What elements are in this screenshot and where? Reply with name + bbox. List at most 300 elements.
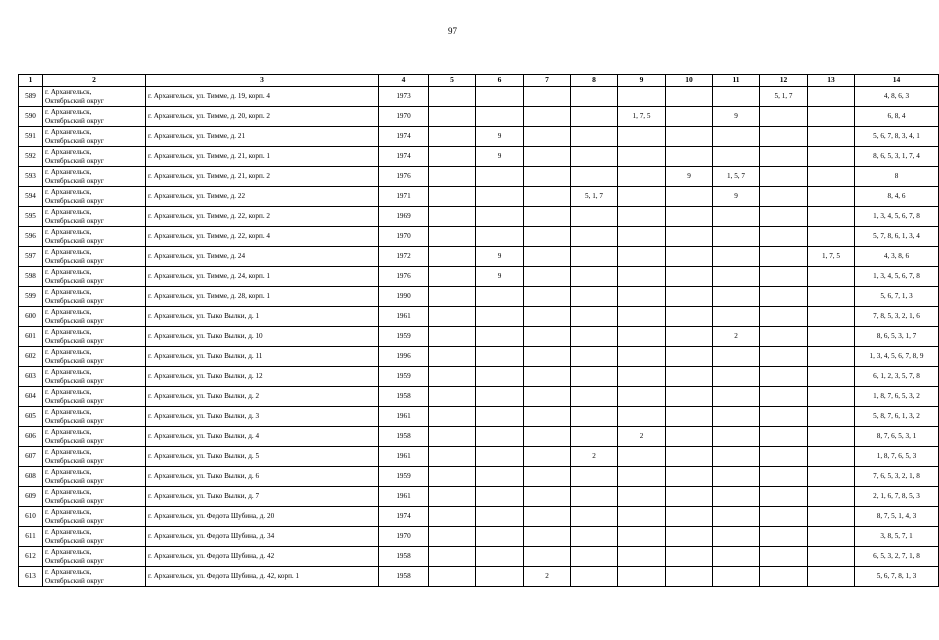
col12-cell <box>760 547 808 567</box>
col11-cell <box>713 507 760 527</box>
col7-cell <box>524 507 571 527</box>
col5-cell <box>429 87 476 107</box>
table-row <box>19 307 939 327</box>
year-cell: 1970 <box>379 227 429 247</box>
col14-cell: 8, 7, 6, 5, 3, 1 <box>855 427 939 447</box>
address-cell: г. Архангельск, ул. Тимме, д. 28, корп. 1 <box>146 287 379 307</box>
col8-cell <box>571 207 618 227</box>
col11-cell: 9 <box>713 107 760 127</box>
col12-cell <box>760 307 808 327</box>
col7-cell <box>524 207 571 227</box>
col7-cell <box>524 247 571 267</box>
col12-cell <box>760 507 808 527</box>
col14-cell: 5, 6, 7, 1, 3 <box>855 287 939 307</box>
year-cell: 1971 <box>379 187 429 207</box>
district-cell: г. Архангельск, Октябрьский округ <box>43 247 146 267</box>
row-number: 600 <box>19 307 43 327</box>
year-cell: 1990 <box>379 287 429 307</box>
row-number: 607 <box>19 447 43 467</box>
col11-cell <box>713 87 760 107</box>
district-cell: г. Архангельск, Октябрьский округ <box>43 207 146 227</box>
col9-cell <box>618 207 666 227</box>
col13-cell <box>808 287 855 307</box>
page-number: 97 <box>448 26 457 36</box>
col7-cell <box>524 87 571 107</box>
col13-cell <box>808 347 855 367</box>
col13-cell <box>808 407 855 427</box>
row-number: 608 <box>19 467 43 487</box>
col12-cell <box>760 347 808 367</box>
table-row <box>19 407 939 427</box>
col6-cell <box>476 307 524 327</box>
col9-cell <box>618 567 666 587</box>
table-row <box>19 447 939 467</box>
col10-cell <box>666 127 713 147</box>
col9-cell <box>618 527 666 547</box>
col12-cell <box>760 127 808 147</box>
col14-cell: 5, 6, 7, 8, 3, 4, 1 <box>855 127 939 147</box>
col11-cell <box>713 427 760 447</box>
column-header-3: 3 <box>146 75 379 87</box>
table-row <box>19 567 939 587</box>
col11-cell <box>713 347 760 367</box>
col13-cell <box>808 427 855 447</box>
address-cell: г. Архангельск, ул. Федота Шубина, д. 42 <box>146 547 379 567</box>
col10-cell <box>666 207 713 227</box>
col8-cell <box>571 327 618 347</box>
column-header-1: 1 <box>19 75 43 87</box>
col13-cell <box>808 267 855 287</box>
col8-cell <box>571 247 618 267</box>
col6-cell <box>476 547 524 567</box>
col8-cell <box>571 427 618 447</box>
col11-cell <box>713 447 760 467</box>
col14-cell: 1, 3, 4, 5, 6, 7, 8, 9 <box>855 347 939 367</box>
col12-cell <box>760 327 808 347</box>
year-cell: 1961 <box>379 447 429 467</box>
district-cell: г. Архангельск, Октябрьский округ <box>43 547 146 567</box>
district-cell: г. Архангельск, Октябрьский округ <box>43 267 146 287</box>
col6-cell <box>476 467 524 487</box>
col11-cell <box>713 387 760 407</box>
year-cell: 1961 <box>379 307 429 327</box>
year-cell: 1976 <box>379 167 429 187</box>
col6-cell: 9 <box>476 127 524 147</box>
col7-cell <box>524 427 571 447</box>
table-row <box>19 347 939 367</box>
col10-cell <box>666 567 713 587</box>
col7-cell <box>524 287 571 307</box>
col8-cell <box>571 507 618 527</box>
col11-cell <box>713 407 760 427</box>
col13-cell <box>808 227 855 247</box>
row-number: 605 <box>19 407 43 427</box>
col12-cell <box>760 427 808 447</box>
address-cell: г. Архангельск, ул. Тимме, д. 21, корп. 1 <box>146 147 379 167</box>
col6-cell: 9 <box>476 267 524 287</box>
table-row <box>19 427 939 447</box>
col11-cell <box>713 247 760 267</box>
col8-cell <box>571 227 618 247</box>
row-number: 590 <box>19 107 43 127</box>
col11-cell <box>713 127 760 147</box>
table-row <box>19 107 939 127</box>
col5-cell <box>429 267 476 287</box>
year-cell: 1969 <box>379 207 429 227</box>
table-row <box>19 527 939 547</box>
address-cell: г. Архангельск, ул. Тыко Вылки, д. 7 <box>146 487 379 507</box>
col5-cell <box>429 547 476 567</box>
table-row <box>19 327 939 347</box>
row-number: 595 <box>19 207 43 227</box>
row-number: 610 <box>19 507 43 527</box>
col7-cell <box>524 407 571 427</box>
col10-cell <box>666 407 713 427</box>
column-header-2: 2 <box>43 75 146 87</box>
col8-cell <box>571 267 618 287</box>
col6-cell <box>476 327 524 347</box>
address-cell: г. Архангельск, ул. Тимме, д. 22, корп. 2 <box>146 207 379 227</box>
year-cell: 1959 <box>379 327 429 347</box>
col5-cell <box>429 247 476 267</box>
col5-cell <box>429 427 476 447</box>
col9-cell: 1, 7, 5 <box>618 107 666 127</box>
col7-cell <box>524 547 571 567</box>
col13-cell <box>808 567 855 587</box>
col8-cell <box>571 467 618 487</box>
col6-cell <box>476 207 524 227</box>
col6-cell <box>476 487 524 507</box>
col8-cell <box>571 387 618 407</box>
col11-cell: 1, 5, 7 <box>713 167 760 187</box>
col12-cell <box>760 287 808 307</box>
row-number: 601 <box>19 327 43 347</box>
table-row <box>19 247 939 267</box>
col5-cell <box>429 167 476 187</box>
district-cell: г. Архангельск, Октябрьский округ <box>43 107 146 127</box>
col14-cell: 1, 8, 7, 6, 5, 3, 2 <box>855 387 939 407</box>
col6-cell <box>476 167 524 187</box>
table-row <box>19 267 939 287</box>
column-header-10: 10 <box>666 75 713 87</box>
col8-cell: 2 <box>571 447 618 467</box>
col8-cell <box>571 487 618 507</box>
year-cell: 1958 <box>379 427 429 447</box>
header-row <box>19 75 939 87</box>
column-header-4: 4 <box>379 75 429 87</box>
col7-cell <box>524 467 571 487</box>
col13-cell <box>808 467 855 487</box>
address-cell: г. Архангельск, ул. Тыко Вылки, д. 10 <box>146 327 379 347</box>
col14-cell: 6, 1, 2, 3, 5, 7, 8 <box>855 367 939 387</box>
register-table <box>18 74 939 587</box>
col6-cell <box>476 107 524 127</box>
col10-cell <box>666 107 713 127</box>
col7-cell <box>524 107 571 127</box>
col12-cell <box>760 267 808 287</box>
table-row <box>19 127 939 147</box>
col5-cell <box>429 367 476 387</box>
col9-cell <box>618 147 666 167</box>
col9-cell <box>618 407 666 427</box>
col14-cell: 2, 1, 6, 7, 8, 5, 3 <box>855 487 939 507</box>
row-number: 613 <box>19 567 43 587</box>
year-cell: 1959 <box>379 367 429 387</box>
row-number: 593 <box>19 167 43 187</box>
col12-cell <box>760 407 808 427</box>
col11-cell <box>713 307 760 327</box>
col5-cell <box>429 387 476 407</box>
table-row <box>19 387 939 407</box>
col14-cell: 8, 7, 5, 1, 4, 3 <box>855 507 939 527</box>
year-cell: 1958 <box>379 567 429 587</box>
col6-cell <box>476 567 524 587</box>
address-cell: г. Архангельск, ул. Тыко Вылки, д. 2 <box>146 387 379 407</box>
col11-cell <box>713 367 760 387</box>
column-header-8: 8 <box>571 75 618 87</box>
col5-cell <box>429 507 476 527</box>
district-cell: г. Архангельск, Октябрьский округ <box>43 427 146 447</box>
col6-cell <box>476 367 524 387</box>
row-number: 606 <box>19 427 43 447</box>
col9-cell <box>618 487 666 507</box>
col14-cell: 8, 6, 5, 3, 1, 7, 4 <box>855 147 939 167</box>
col12-cell <box>760 387 808 407</box>
district-cell: г. Архангельск, Октябрьский округ <box>43 387 146 407</box>
year-cell: 1974 <box>379 507 429 527</box>
col11-cell: 9 <box>713 187 760 207</box>
district-cell: г. Архангельск, Октябрьский округ <box>43 347 146 367</box>
row-number: 589 <box>19 87 43 107</box>
col7-cell <box>524 347 571 367</box>
col10-cell <box>666 447 713 467</box>
col5-cell <box>429 287 476 307</box>
col9-cell <box>618 347 666 367</box>
col6-cell <box>476 447 524 467</box>
col5-cell <box>429 147 476 167</box>
district-cell: г. Архангельск, Октябрьский округ <box>43 507 146 527</box>
district-cell: г. Архангельск, Октябрьский округ <box>43 127 146 147</box>
col13-cell <box>808 147 855 167</box>
col8-cell <box>571 567 618 587</box>
col8-cell <box>571 547 618 567</box>
column-header-13: 13 <box>808 75 855 87</box>
col13-cell <box>808 127 855 147</box>
col14-cell: 1, 8, 7, 6, 5, 3 <box>855 447 939 467</box>
col11-cell <box>713 207 760 227</box>
year-cell: 1958 <box>379 547 429 567</box>
col12-cell <box>760 147 808 167</box>
col12-cell <box>760 167 808 187</box>
col10-cell <box>666 87 713 107</box>
district-cell: г. Архангельск, Октябрьский округ <box>43 227 146 247</box>
col6-cell: 9 <box>476 247 524 267</box>
district-cell: г. Архангельск, Октябрьский округ <box>43 367 146 387</box>
col6-cell <box>476 507 524 527</box>
col10-cell <box>666 487 713 507</box>
col10-cell <box>666 267 713 287</box>
address-cell: г. Архангельск, ул. Тыко Вылки, д. 1 <box>146 307 379 327</box>
col10-cell <box>666 427 713 447</box>
table-body <box>19 87 939 587</box>
col8-cell <box>571 527 618 547</box>
year-cell: 1970 <box>379 107 429 127</box>
col12-cell <box>760 567 808 587</box>
col10-cell <box>666 307 713 327</box>
district-cell: г. Архангельск, Октябрьский округ <box>43 307 146 327</box>
col5-cell <box>429 327 476 347</box>
col10-cell: 9 <box>666 167 713 187</box>
column-header-6: 6 <box>476 75 524 87</box>
col5-cell <box>429 207 476 227</box>
col7-cell <box>524 327 571 347</box>
col5-cell <box>429 407 476 427</box>
column-header-11: 11 <box>713 75 760 87</box>
col10-cell <box>666 347 713 367</box>
col11-cell <box>713 567 760 587</box>
row-number: 603 <box>19 367 43 387</box>
table-row <box>19 87 939 107</box>
col5-cell <box>429 447 476 467</box>
col11-cell <box>713 267 760 287</box>
col9-cell <box>618 287 666 307</box>
col5-cell <box>429 467 476 487</box>
col14-cell: 4, 8, 6, 3 <box>855 87 939 107</box>
col13-cell <box>808 447 855 467</box>
year-cell: 1958 <box>379 387 429 407</box>
col14-cell: 5, 7, 8, 6, 1, 3, 4 <box>855 227 939 247</box>
col10-cell <box>666 467 713 487</box>
col8-cell <box>571 107 618 127</box>
col7-cell: 2 <box>524 567 571 587</box>
col9-cell <box>618 247 666 267</box>
col12-cell <box>760 527 808 547</box>
col13-cell <box>808 387 855 407</box>
col14-cell: 8 <box>855 167 939 187</box>
year-cell: 1959 <box>379 467 429 487</box>
table-row <box>19 507 939 527</box>
row-number: 594 <box>19 187 43 207</box>
col6-cell <box>476 87 524 107</box>
col8-cell <box>571 307 618 327</box>
col11-cell <box>713 487 760 507</box>
col8-cell <box>571 87 618 107</box>
col9-cell <box>618 307 666 327</box>
col5-cell <box>429 107 476 127</box>
address-cell: г. Архангельск, ул. Тыко Вылки, д. 4 <box>146 427 379 447</box>
col9-cell <box>618 267 666 287</box>
col12-cell <box>760 487 808 507</box>
col6-cell <box>476 527 524 547</box>
col8-cell <box>571 167 618 187</box>
col5-cell <box>429 487 476 507</box>
col7-cell <box>524 527 571 547</box>
table-row <box>19 187 939 207</box>
col5-cell <box>429 567 476 587</box>
address-cell: г. Архангельск, ул. Тимме, д. 24 <box>146 247 379 267</box>
col9-cell: 2 <box>618 427 666 447</box>
col13-cell <box>808 167 855 187</box>
table-row <box>19 227 939 247</box>
col13-cell: 1, 7, 5 <box>808 247 855 267</box>
year-cell: 1973 <box>379 87 429 107</box>
col5-cell <box>429 307 476 327</box>
col9-cell <box>618 467 666 487</box>
col12-cell <box>760 207 808 227</box>
address-cell: г. Архангельск, ул. Тимме, д. 21 <box>146 127 379 147</box>
address-cell: г. Архангельск, ул. Тыко Вылки, д. 11 <box>146 347 379 367</box>
col7-cell <box>524 187 571 207</box>
col10-cell <box>666 387 713 407</box>
col5-cell <box>429 127 476 147</box>
col9-cell <box>618 87 666 107</box>
col6-cell <box>476 347 524 367</box>
address-cell: г. Архангельск, ул. Тыко Вылки, д. 6 <box>146 467 379 487</box>
col13-cell <box>808 307 855 327</box>
col10-cell <box>666 187 713 207</box>
col14-cell: 5, 6, 7, 8, 1, 3 <box>855 567 939 587</box>
col6-cell <box>476 227 524 247</box>
col7-cell <box>524 227 571 247</box>
address-cell: г. Архангельск, ул. Федота Шубина, д. 42, корп. 1 <box>146 567 379 587</box>
col8-cell <box>571 407 618 427</box>
table-row <box>19 467 939 487</box>
table-row <box>19 147 939 167</box>
col11-cell <box>713 547 760 567</box>
col14-cell: 8, 6, 5, 3, 1, 7 <box>855 327 939 347</box>
col13-cell <box>808 107 855 127</box>
col12-cell <box>760 247 808 267</box>
col8-cell <box>571 287 618 307</box>
district-cell: г. Архангельск, Октябрьский округ <box>43 147 146 167</box>
year-cell: 1961 <box>379 407 429 427</box>
row-number: 597 <box>19 247 43 267</box>
row-number: 604 <box>19 387 43 407</box>
district-cell: г. Архангельск, Октябрьский округ <box>43 487 146 507</box>
table-row <box>19 367 939 387</box>
col12-cell <box>760 467 808 487</box>
col6-cell <box>476 387 524 407</box>
col14-cell: 3, 8, 5, 7, 1 <box>855 527 939 547</box>
col7-cell <box>524 127 571 147</box>
col7-cell <box>524 147 571 167</box>
col9-cell <box>618 387 666 407</box>
column-header-14: 14 <box>855 75 939 87</box>
table-row <box>19 547 939 567</box>
col7-cell <box>524 487 571 507</box>
col11-cell <box>713 527 760 547</box>
col12-cell <box>760 227 808 247</box>
row-number: 609 <box>19 487 43 507</box>
district-cell: г. Архангельск, Октябрьский округ <box>43 287 146 307</box>
col9-cell <box>618 367 666 387</box>
col7-cell <box>524 447 571 467</box>
district-cell: г. Архангельск, Октябрьский округ <box>43 527 146 547</box>
col10-cell <box>666 287 713 307</box>
address-cell: г. Архангельск, ул. Тыко Вылки, д. 3 <box>146 407 379 427</box>
col10-cell <box>666 527 713 547</box>
district-cell: г. Архангельск, Октябрьский округ <box>43 87 146 107</box>
col14-cell: 4, 3, 8, 6 <box>855 247 939 267</box>
col14-cell: 1, 3, 4, 5, 6, 7, 8 <box>855 267 939 287</box>
district-cell: г. Архангельск, Октябрьский округ <box>43 447 146 467</box>
col12-cell: 5, 1, 7 <box>760 87 808 107</box>
col13-cell <box>808 207 855 227</box>
col9-cell <box>618 167 666 187</box>
col13-cell <box>808 527 855 547</box>
col12-cell <box>760 187 808 207</box>
col11-cell <box>713 227 760 247</box>
